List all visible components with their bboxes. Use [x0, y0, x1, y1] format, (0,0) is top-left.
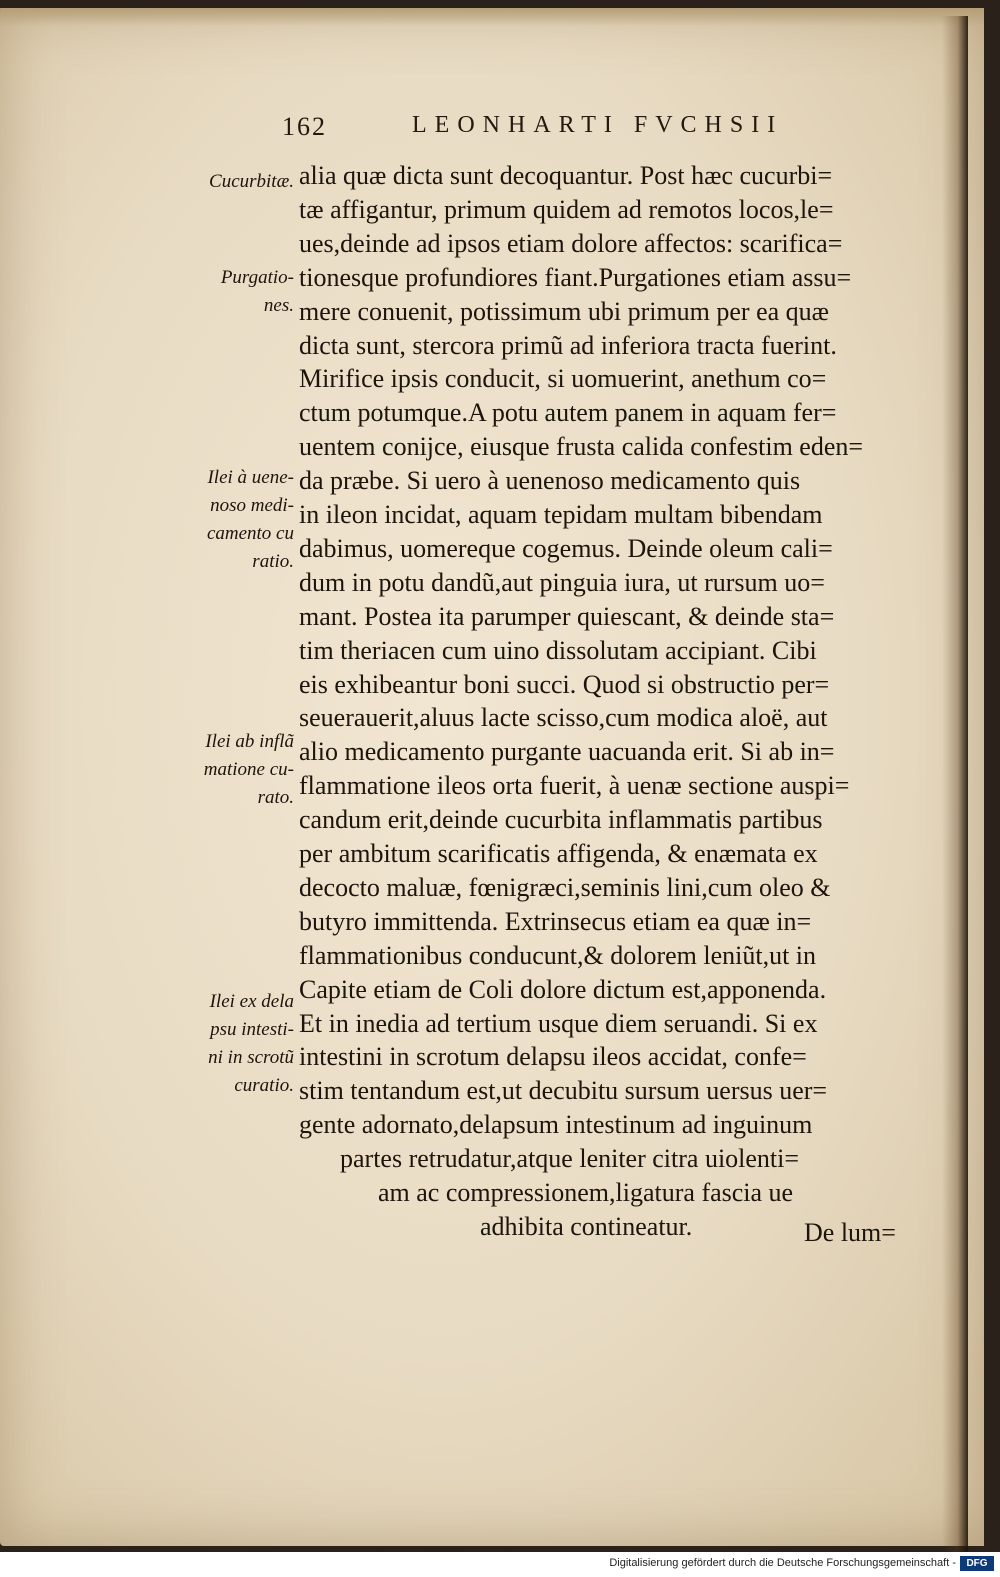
- text-line: ctum potumque.A potu autem panem in aquam fer=: [299, 398, 837, 428]
- margin-note-line: noso medi-: [210, 495, 294, 516]
- text-line: dabimus, uomereque cogemus. Deinde oleum cali=: [299, 533, 833, 563]
- text-line: eis exhibeantur boni succi. Quod si obstructio per=: [299, 669, 830, 699]
- text-line: tim theriacen cum uino dissolutam accipiant. Cibi: [299, 635, 817, 665]
- margin-note-line: camento cu: [206, 523, 294, 544]
- margin-note-line: Cucurbitæ.: [209, 171, 294, 192]
- text-line: mere conuenit, potissimum ubi primum per ea quæ: [299, 296, 830, 326]
- text-line: alia quæ dicta sunt decoquantur. Post hæc cucurbi=: [299, 161, 833, 190]
- text-line: gente adornato,delapsum intestinum ad inguinum: [299, 1110, 813, 1140]
- text-line: flammatione ileos orta fuerit, à uenæ sectione auspi=: [299, 771, 850, 801]
- margin-note-line: Purgatio-: [220, 267, 294, 288]
- margin-note-line: curatio.: [234, 1075, 294, 1096]
- footer-credit: Digitalisierung gefördert durch die Deutsche Forschungsgemeinschaft -: [609, 1557, 956, 1569]
- text-line: butyro immittenda. Extrinsecus etiam ea quæ in=: [299, 906, 812, 936]
- running-head: [282, 112, 822, 148]
- text-line: candum erit,deinde cucurbita inflammatis partibus: [299, 805, 823, 835]
- page-number: 162: [282, 112, 327, 141]
- text-line: uentem conijce, eiusque frusta calida confestim eden=: [299, 432, 864, 462]
- margin-note-line: psu intesti-: [210, 1019, 294, 1040]
- running-title: LEONHARTI FVCHSII: [412, 112, 784, 138]
- text-line: per ambitum scarificatis affigenda, & enæmata ex: [299, 839, 818, 868]
- text-line: alio medicamento purgante uacuanda erit. Si ab in=: [299, 737, 835, 767]
- margin-note-line: ni in scrotũ: [208, 1047, 294, 1068]
- text-line: Mirifice ipsis conducit, si uomuerint, anethum co=: [299, 364, 827, 394]
- text-line: tionesque profundiores fiant.Purgationes etiam assu=: [299, 262, 852, 292]
- text-line: seuerauerit,aluus lacte scisso,cum modica aloë, aut: [299, 703, 828, 733]
- text-line: Et in inedia ad tertium usque diem seruandi. Si ex: [299, 1008, 818, 1038]
- page-gutter-shadow: [942, 16, 968, 1554]
- text-line: am ac compressionem,ligatura fascia ue: [378, 1178, 794, 1207]
- margin-note-line: rato.: [257, 787, 294, 808]
- margin-note-line: Ilei ex dela: [209, 991, 294, 1012]
- text-line: tæ affigantur, primum quidem ad remotos locos,le=: [299, 194, 834, 224]
- text-line: partes retrudatur,atque leniter citra uiolenti=: [340, 1144, 800, 1174]
- text-line: flammationibus conducunt,& dolorem leniũt,ut in: [299, 940, 817, 970]
- text-line: adhibita contineatur.: [480, 1211, 693, 1241]
- margin-note-line: Ilei à uene-: [207, 467, 294, 488]
- text-line: dum in potu dandũ,aut pinguia iura, ut rursum uo=: [299, 567, 825, 597]
- text-line: intestini in scrotum delapsu ileos accidat, confe=: [299, 1042, 807, 1072]
- text-line: mant. Postea ita parumper quiescant, & deinde sta=: [299, 601, 835, 631]
- margin-note-line: ratio.: [252, 551, 294, 572]
- text-line: Capite etiam de Coli dolore dictum est,apponenda.: [299, 974, 827, 1004]
- margin-note-line: Ilei ab inflã: [205, 731, 294, 752]
- dfg-logo: DFG: [960, 1556, 994, 1571]
- text-line: da præbe. Si uero à uenenoso medicamento quis: [299, 466, 801, 496]
- text-line: ues,deinde ad ipsos etiam dolore affectos: scarifica=: [299, 228, 843, 258]
- text-line: decocto maluæ, fœnigræci,seminis lini,cum oleo &: [299, 872, 831, 902]
- margin-note-line: nes.: [263, 295, 294, 316]
- digitization-footer: [0, 1552, 1000, 1577]
- text-line: stim tentandum est,ut decubitu sursum uersus uer=: [299, 1076, 828, 1106]
- text-line: dicta sunt, stercora primũ ad inferiora tracta fuerint.: [299, 330, 837, 360]
- margin-note-line: matione cu-: [203, 759, 294, 780]
- catchword: De lum=: [804, 1218, 896, 1247]
- text-line: in ileon incidat, aquam tepidam multam bibendam: [299, 500, 823, 529]
